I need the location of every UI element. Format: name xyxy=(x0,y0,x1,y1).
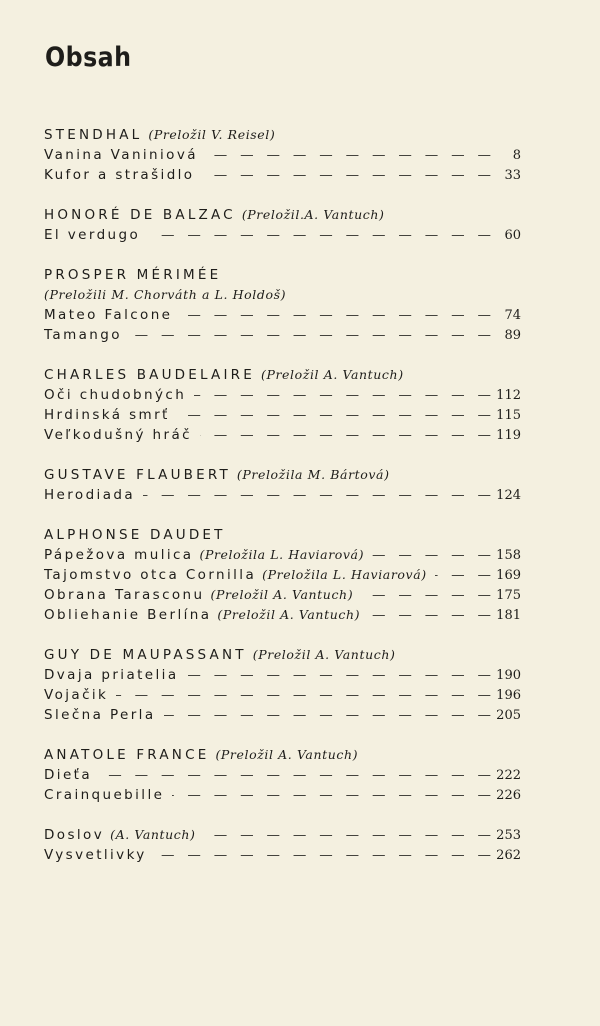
author-heading xyxy=(44,265,521,285)
toc-entry xyxy=(44,605,521,625)
page-title: Obsah xyxy=(45,42,132,73)
dash-leader xyxy=(143,485,491,505)
page-number: 190 xyxy=(496,668,521,683)
page-number: 205 xyxy=(496,708,521,723)
toc-entry xyxy=(44,685,521,705)
entry-title: Vysvetlivky xyxy=(44,847,147,863)
page-number: 222 xyxy=(496,768,521,783)
toc-entry xyxy=(44,145,521,165)
dash-leader xyxy=(435,565,491,585)
translator-note: (Preložil A. Vantuch) xyxy=(217,607,361,622)
translator-note: (Preložil A. Vantuch) xyxy=(252,647,396,662)
entry-title: El verdugo xyxy=(44,227,141,243)
translator-note: (Preložil.A. Vantuch) xyxy=(241,207,385,222)
author-heading xyxy=(44,745,521,765)
entry-title: Tamango xyxy=(44,327,122,343)
toc-entry xyxy=(44,705,521,725)
toc-entry xyxy=(44,765,521,785)
toc-section xyxy=(44,265,521,345)
entry-title: Hrdinská smrť xyxy=(44,407,170,423)
author-name: ALPHONSE DAUDET xyxy=(44,527,226,543)
toc-entry xyxy=(44,225,521,245)
dash-leader xyxy=(116,685,491,705)
dash-leader xyxy=(361,585,491,605)
toc-entry xyxy=(44,305,521,325)
page-number: 262 xyxy=(496,848,521,863)
toc-entry xyxy=(44,405,521,425)
translator-note: (Preložil A. Vantuch) xyxy=(215,747,359,762)
entry-title: Oči chudobných xyxy=(44,387,187,403)
dash-leader xyxy=(202,165,491,185)
page-number: 169 xyxy=(496,568,521,583)
entry-title: Pápežova mulica xyxy=(44,547,194,563)
translator-note: (Preložil V. Reisel) xyxy=(148,127,276,142)
entry-title: Obrana Tarasconu xyxy=(44,587,205,603)
dash-leader xyxy=(172,785,491,805)
entry-title: Mateo Falcone xyxy=(44,307,173,323)
author-heading xyxy=(44,645,521,665)
translator-line xyxy=(44,285,521,305)
entry-title: Vojačik xyxy=(44,687,109,703)
page-number: 33 xyxy=(504,168,521,183)
author-name: HONORÉ DE BALZAC xyxy=(44,207,236,223)
toc-entry xyxy=(44,845,521,865)
page-number: 253 xyxy=(496,828,521,843)
dash-leader xyxy=(194,385,491,405)
toc-section xyxy=(44,525,521,625)
dash-leader xyxy=(180,305,491,325)
author-name: PROSPER MÉRIMÉE xyxy=(44,267,222,283)
toc-entry xyxy=(44,785,521,805)
toc-entry xyxy=(44,665,521,685)
translator-note: (Preložili M. Chorváth a L. Holdoš) xyxy=(44,287,287,302)
toc-section xyxy=(44,825,521,865)
dash-leader xyxy=(187,665,492,685)
entry-title: Dvaja priatelia xyxy=(44,667,179,683)
page-number: 60 xyxy=(504,228,521,243)
author-name: STENDHAL xyxy=(44,127,143,143)
dash-leader xyxy=(372,545,491,565)
page-number: 8 xyxy=(512,148,521,163)
page-number: 181 xyxy=(496,608,521,623)
translator-note: (Preložil A. Vantuch) xyxy=(210,587,354,602)
dash-leader xyxy=(204,825,491,845)
dash-leader xyxy=(178,405,491,425)
translator-note: (Preložila M. Bártová) xyxy=(236,467,390,482)
page-number: 226 xyxy=(496,788,521,803)
entry-title: Slečna Perla xyxy=(44,707,156,723)
toc-entry xyxy=(44,425,521,445)
dash-leader xyxy=(155,845,491,865)
page-number: 115 xyxy=(496,408,521,423)
translator-note: (Preložila L. Haviarová) xyxy=(199,547,365,562)
toc-entry xyxy=(44,585,521,605)
toc-section xyxy=(44,205,521,245)
author-name: ANATOLE FRANCE xyxy=(44,747,210,763)
dash-leader xyxy=(206,145,491,165)
author-heading xyxy=(44,465,521,485)
entry-title: Herodiada xyxy=(44,487,136,503)
toc-entry xyxy=(44,165,521,185)
page-number: 158 xyxy=(496,548,521,563)
toc-section xyxy=(44,365,521,445)
dash-leader xyxy=(368,605,491,625)
entry-title: Tajomstvo otca Cornilla xyxy=(44,567,257,583)
entry-title: Dieťa xyxy=(44,767,93,783)
toc-section xyxy=(44,645,521,725)
author-heading xyxy=(44,525,521,545)
toc-entry xyxy=(44,485,521,505)
author-name: CHARLES BAUDELAIRE xyxy=(44,367,255,383)
author-name: GUSTAVE FLAUBERT xyxy=(44,467,231,483)
dash-leader xyxy=(130,325,491,345)
author-heading xyxy=(44,205,521,225)
author-heading xyxy=(44,365,521,385)
page-number: 196 xyxy=(496,688,521,703)
dash-leader xyxy=(164,705,491,725)
table-of-contents xyxy=(44,125,521,885)
page-number: 124 xyxy=(496,488,521,503)
entry-title: Crainquebille xyxy=(44,787,165,803)
entry-title: Veľkodušný hráč xyxy=(44,427,192,443)
dash-leader xyxy=(100,765,491,785)
toc-entry xyxy=(44,825,521,845)
translator-note: (Preložil A. Vantuch) xyxy=(260,367,404,382)
page-number: 112 xyxy=(496,388,521,403)
author-name: GUY DE MAUPASSANT xyxy=(44,647,247,663)
entry-title: Kufor a strašidlo xyxy=(44,167,195,183)
toc-section xyxy=(44,465,521,505)
toc-entry xyxy=(44,565,521,585)
page-number: 74 xyxy=(504,308,521,323)
toc-section xyxy=(44,125,521,185)
toc-entry xyxy=(44,545,521,565)
entry-title: Vanina Vaniniová xyxy=(44,147,198,163)
dash-leader xyxy=(148,225,491,245)
page-number: 89 xyxy=(504,328,521,343)
toc-section xyxy=(44,745,521,805)
page-number: 175 xyxy=(496,588,521,603)
entry-title: Doslov xyxy=(44,827,105,843)
toc-entry xyxy=(44,325,521,345)
author-heading xyxy=(44,125,521,145)
dash-leader xyxy=(200,425,491,445)
entry-title: Obliehanie Berlína xyxy=(44,607,212,623)
translator-note: (A. Vantuch) xyxy=(110,827,196,842)
page-number: 119 xyxy=(496,428,521,443)
translator-note: (Preložila L. Haviarová) xyxy=(262,567,427,582)
toc-entry xyxy=(44,385,521,405)
